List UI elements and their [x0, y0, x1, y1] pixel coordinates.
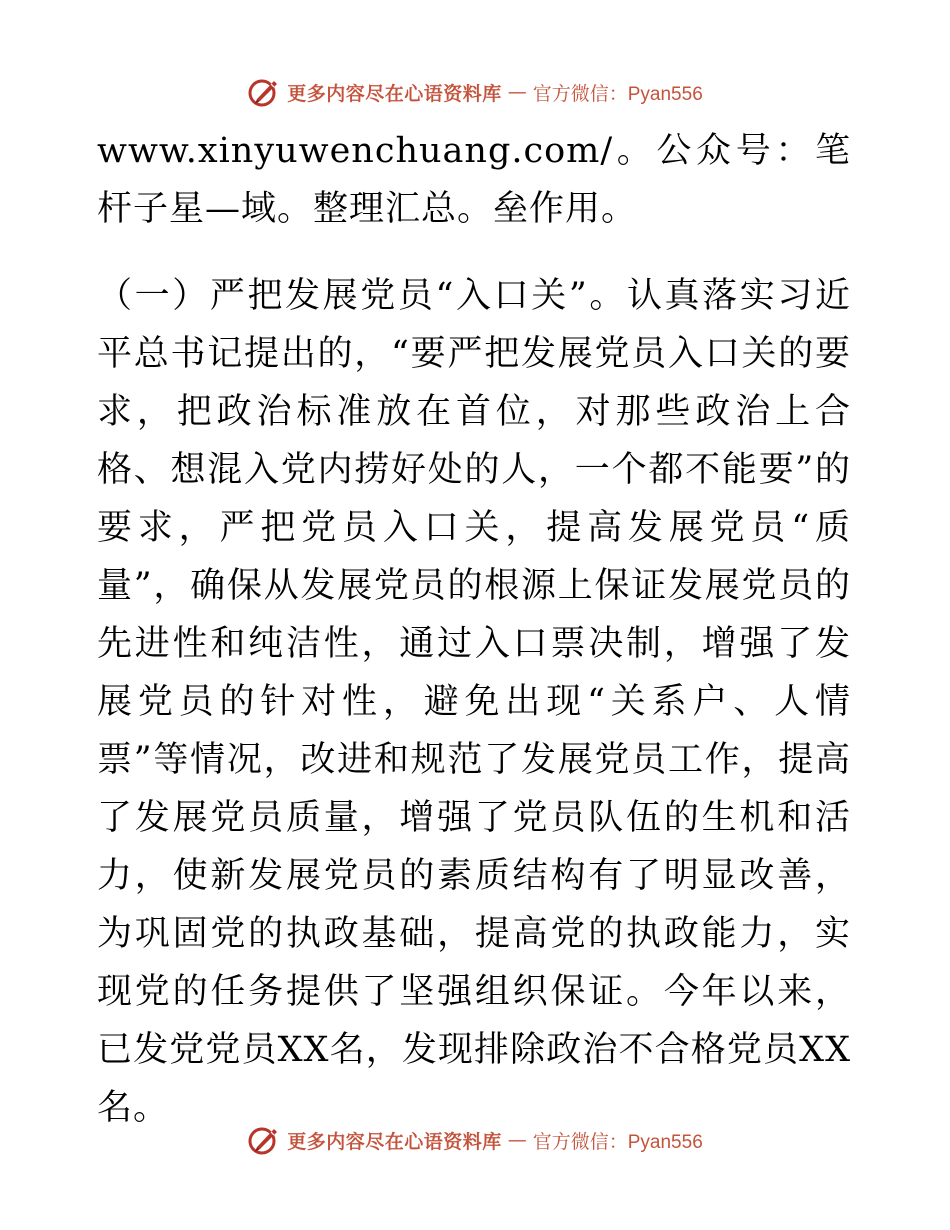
banner-contact: 官方微信：Pyan556	[532, 83, 703, 105]
quill-pen-circle-logo-icon	[247, 1123, 281, 1157]
section-paragraph: （一）严把发展党员“入口关”。认真落实习近平总书记提出的，“要严把发展党员入口关的要求，把政治标准放在首位，对那些政治上合格、想混入党内捞好处的人，一个都不能要”的要求，严把党员入口关，提高发展党员“质量”，确保从发展党员的根源上保证发展党员的先进性和纯洁性，通过入口票决制，增强了发展党员的针对性，避免出现“关系户、人情票”等情况，改进和规范了发展党员工作，提高了发展党员质量，增强了党员队伍的生机和活力，使新发展党员的素质结构有了明显改善，为巩固党的执政基础，提高党的执政能力，实现党的任务提供了坚强组织保证。今年以来，已发党党员XX名，发现排除政治不合格党员XX名。	[97, 276, 851, 1128]
document-body	[97, 122, 851, 1137]
banner-separator: —	[507, 81, 527, 103]
banner-tagline: 更多内容尽在心语资料库	[287, 82, 502, 105]
banner-contact: 官方微信：Pyan556	[532, 1131, 703, 1153]
banner-tagline: 更多内容尽在心语资料库	[287, 1130, 502, 1153]
quill-pen-circle-logo-icon	[247, 75, 281, 109]
header-banner	[0, 72, 950, 112]
banner-separator: —	[507, 1129, 527, 1151]
footer-banner	[0, 1120, 950, 1160]
intro-paragraph: www.xinyuwenchuang.com/。公众号：笔杆子星—域。整理汇总。垒作用。	[97, 131, 851, 229]
